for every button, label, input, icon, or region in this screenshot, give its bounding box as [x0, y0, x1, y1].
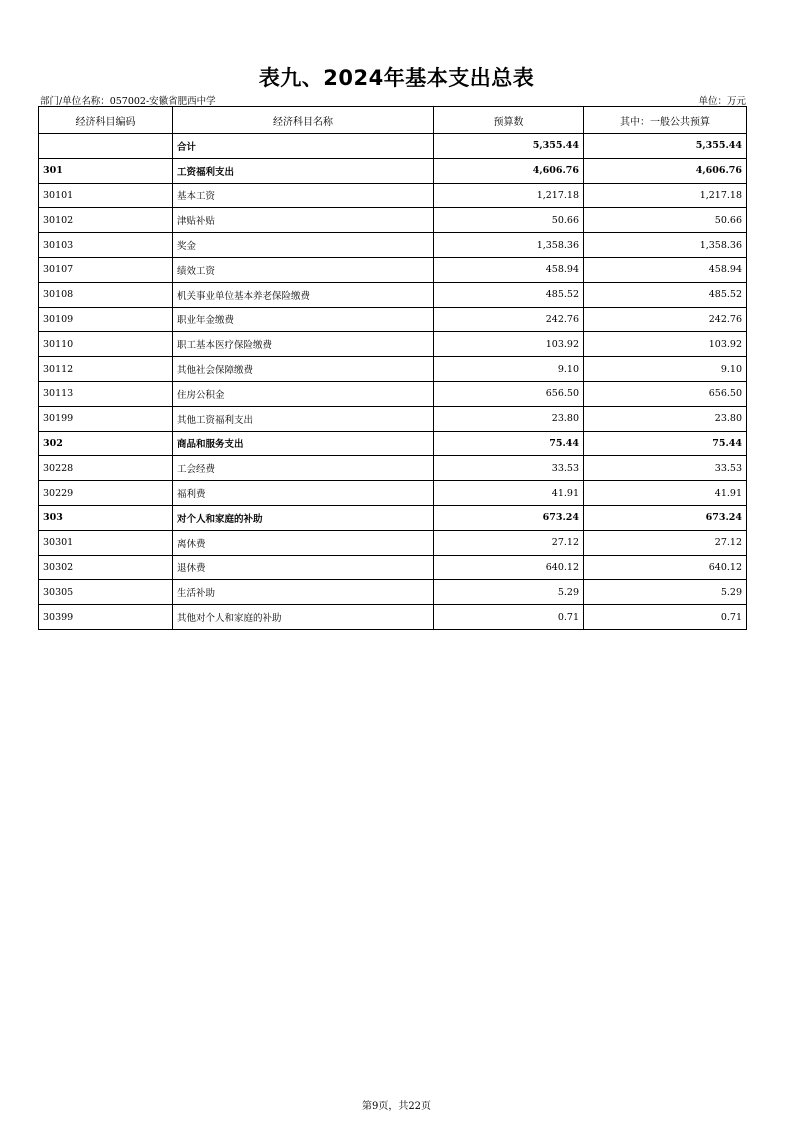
code-cell: 30103	[39, 233, 173, 258]
code-cell: 302	[39, 431, 173, 456]
general-budget-cell: 9.10	[584, 357, 747, 382]
name-cell: 商品和服务支出	[173, 431, 434, 456]
table-row	[39, 307, 747, 332]
name-cell: 其他对个人和家庭的补助	[173, 605, 434, 630]
budget-cell: 41.91	[434, 481, 584, 506]
code-cell: 30102	[39, 208, 173, 233]
code-cell: 30113	[39, 381, 173, 406]
general-budget-cell: 1,217.18	[584, 183, 747, 208]
table-row	[39, 134, 747, 159]
budget-cell: 9.10	[434, 357, 584, 382]
code-cell: 30112	[39, 357, 173, 382]
budget-cell: 242.76	[434, 307, 584, 332]
name-cell: 住房公积金	[173, 381, 434, 406]
code-cell: 30109	[39, 307, 173, 332]
budget-cell: 1,358.36	[434, 233, 584, 258]
code-cell: 30305	[39, 580, 173, 605]
general-budget-cell: 673.24	[584, 505, 747, 530]
name-cell: 福利费	[173, 481, 434, 506]
code-cell: 30399	[39, 605, 173, 630]
unit-label: 单位：万元	[698, 96, 746, 107]
header-budget: 预算数	[434, 107, 584, 134]
budget-cell: 0.71	[434, 605, 584, 630]
header-name: 经济科目名称	[173, 107, 434, 134]
budget-cell: 458.94	[434, 257, 584, 282]
table-row	[39, 233, 747, 258]
budget-cell: 23.80	[434, 406, 584, 431]
code-cell: 30229	[39, 481, 173, 506]
table-row	[39, 208, 747, 233]
budget-cell: 5.29	[434, 580, 584, 605]
code-cell: 30301	[39, 530, 173, 555]
general-budget-cell: 103.92	[584, 332, 747, 357]
table-row	[39, 257, 747, 282]
code-cell: 30108	[39, 282, 173, 307]
name-cell: 退休费	[173, 555, 434, 580]
name-cell: 奖金	[173, 233, 434, 258]
table-row	[39, 406, 747, 431]
budget-cell: 33.53	[434, 456, 584, 481]
name-cell: 工会经费	[173, 456, 434, 481]
table-row	[39, 183, 747, 208]
header-code: 经济科目编码	[39, 107, 173, 134]
name-cell: 机关事业单位基本养老保险缴费	[173, 282, 434, 307]
general-budget-cell: 1,358.36	[584, 233, 747, 258]
budget-cell: 1,217.18	[434, 183, 584, 208]
budget-cell: 50.66	[434, 208, 584, 233]
code-cell: 30199	[39, 406, 173, 431]
general-budget-cell: 41.91	[584, 481, 747, 506]
table-header-row	[39, 107, 747, 134]
code-cell: 30228	[39, 456, 173, 481]
table-row	[39, 505, 747, 530]
general-budget-cell: 242.76	[584, 307, 747, 332]
table-row	[39, 605, 747, 630]
table-row	[39, 530, 747, 555]
budget-table	[38, 106, 747, 630]
budget-cell: 103.92	[434, 332, 584, 357]
table-row	[39, 555, 747, 580]
general-budget-cell: 0.71	[584, 605, 747, 630]
code-cell: 30302	[39, 555, 173, 580]
name-cell: 其他工资福利支出	[173, 406, 434, 431]
general-budget-cell: 5,355.44	[584, 134, 747, 159]
budget-cell: 656.50	[434, 381, 584, 406]
general-budget-cell: 27.12	[584, 530, 747, 555]
code-cell	[39, 134, 173, 159]
name-cell: 其他社会保障缴费	[173, 357, 434, 382]
code-cell: 303	[39, 505, 173, 530]
table-row	[39, 580, 747, 605]
budget-cell: 485.52	[434, 282, 584, 307]
budget-cell: 75.44	[434, 431, 584, 456]
table-row	[39, 381, 747, 406]
general-budget-cell: 458.94	[584, 257, 747, 282]
name-cell: 绩效工资	[173, 257, 434, 282]
header-general-budget: 其中：一般公共预算	[584, 107, 747, 134]
name-cell: 合计	[173, 134, 434, 159]
table-row	[39, 357, 747, 382]
code-cell: 30110	[39, 332, 173, 357]
code-cell: 30101	[39, 183, 173, 208]
general-budget-cell: 640.12	[584, 555, 747, 580]
name-cell: 基本工资	[173, 183, 434, 208]
table-row	[39, 282, 747, 307]
table-row	[39, 158, 747, 183]
general-budget-cell: 50.66	[584, 208, 747, 233]
general-budget-cell: 23.80	[584, 406, 747, 431]
budget-cell: 640.12	[434, 555, 584, 580]
department-label: 部门/单位名称：057002-安徽省肥西中学	[40, 96, 216, 107]
budget-cell: 4,606.76	[434, 158, 584, 183]
name-cell: 职业年金缴费	[173, 307, 434, 332]
table-row	[39, 481, 747, 506]
general-budget-cell: 5.29	[584, 580, 747, 605]
code-cell: 30107	[39, 257, 173, 282]
budget-cell: 673.24	[434, 505, 584, 530]
table-body	[39, 134, 747, 630]
budget-cell: 5,355.44	[434, 134, 584, 159]
general-budget-cell: 656.50	[584, 381, 747, 406]
table-row	[39, 456, 747, 481]
table-row	[39, 332, 747, 357]
budget-cell: 27.12	[434, 530, 584, 555]
general-budget-cell: 485.52	[584, 282, 747, 307]
code-cell: 301	[39, 158, 173, 183]
name-cell: 工资福利支出	[173, 158, 434, 183]
name-cell: 对个人和家庭的补助	[173, 505, 434, 530]
general-budget-cell: 4,606.76	[584, 158, 747, 183]
general-budget-cell: 75.44	[584, 431, 747, 456]
name-cell: 生活补助	[173, 580, 434, 605]
page-footer: 第9页，共22页	[361, 1101, 432, 1112]
page-title: 表九、2024年基本支出总表	[258, 66, 535, 90]
name-cell: 离休费	[173, 530, 434, 555]
name-cell: 职工基本医疗保险缴费	[173, 332, 434, 357]
name-cell: 津贴补贴	[173, 208, 434, 233]
general-budget-cell: 33.53	[584, 456, 747, 481]
table-row	[39, 431, 747, 456]
